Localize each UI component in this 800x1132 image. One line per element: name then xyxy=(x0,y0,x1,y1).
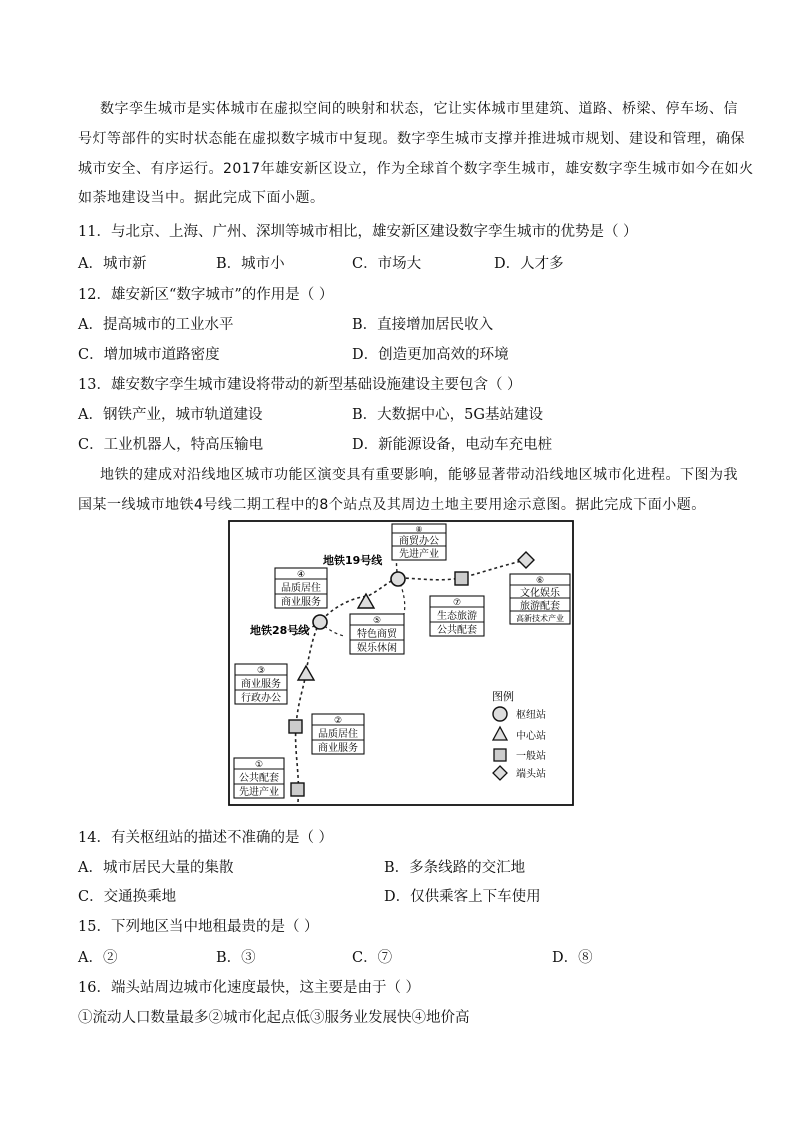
area-use: 品质居住 xyxy=(281,583,321,594)
question-15-stem: 15．下列地区当中地租最贵的是（ ） xyxy=(78,919,319,935)
question-12-option-d[interactable]: D．创造更加高效的环境 xyxy=(352,347,509,363)
area-box-8 xyxy=(392,524,446,560)
question-11-stem: 11．与北京、上海、广州、深圳等城市相比，雄安新区建设数字孪生城市的优势是（ ） xyxy=(78,224,638,240)
area-box-5 xyxy=(350,614,404,654)
question-11-option-a[interactable]: A．城市新 xyxy=(78,256,147,272)
question-12-option-c[interactable]: C．增加城市道路密度 xyxy=(78,347,220,363)
question-11-option-d[interactable]: D．人才多 xyxy=(494,256,564,272)
area-use: 商业服务 xyxy=(241,679,281,690)
passage1-line-4: 如荼地建设当中。据此完成下面小题。 xyxy=(78,190,325,206)
question-12-stem: 12．雄安新区“数字城市”的作用是（ ） xyxy=(78,287,334,303)
question-13-option-d[interactable]: D．新能源设备，电动车充电桩 xyxy=(352,437,553,453)
passage2-line-1: 地铁的建成对沿线地区城市功能区演变具有重要影响，能够显著带动沿线地区城市化进程。下图为我 xyxy=(100,467,738,483)
hub-station-north xyxy=(391,572,405,586)
legend-label: 端头站 xyxy=(516,769,546,780)
question-12-option-a[interactable]: A．提高城市的工业水平 xyxy=(78,317,234,333)
area-use: 高新技术产业 xyxy=(516,614,564,623)
question-14-option-a[interactable]: A．城市居民大量的集散 xyxy=(78,860,234,876)
area-use: 行政办公 xyxy=(241,693,281,704)
question-15-option-d[interactable]: D．⑧ xyxy=(552,950,593,966)
question-16-choices: ①流动人口数量最多②城市化起点低③服务业发展快④地价高 xyxy=(78,1010,470,1026)
question-16-stem: 16．端头站周边城市化速度最快，这主要是由于（ ） xyxy=(78,980,421,996)
question-13-option-a[interactable]: A．钢铁产业，城市轨道建设 xyxy=(78,407,263,423)
area-num: ① xyxy=(254,760,264,770)
question-12-option-b[interactable]: B．直接增加居民收入 xyxy=(352,317,494,333)
area-box-3 xyxy=(235,664,287,704)
legend-label: 中心站 xyxy=(516,731,546,742)
area-num: ③ xyxy=(256,666,266,676)
legend-title: 图例 xyxy=(492,690,514,703)
question-13-option-c[interactable]: C．工业机器人，特高压输电 xyxy=(78,437,264,453)
legend-label: 一般站 xyxy=(516,751,546,762)
area-use: 先进产业 xyxy=(239,787,279,798)
general-station-south xyxy=(291,783,304,796)
hub-station-west xyxy=(313,615,327,629)
area-use: 品质居住 xyxy=(318,729,358,740)
passage2-line-2: 国某一线城市地铁4号线二期工程中的8个站点及其周边土地主要用途示意图。据此完成下面小题。 xyxy=(78,497,706,513)
question-13-stem: 13．雄安数字孪生城市建设将带动的新型基础设施建设主要包含（ ） xyxy=(78,377,522,393)
question-14-stem: 14．有关枢纽站的描述不准确的是（ ） xyxy=(78,830,334,846)
passage1-line-2: 号灯等部件的实时状态能在虚拟数字城市中复现。数字孪生城市支撑并推进城市规划、建设和管理，确保 xyxy=(78,131,745,147)
passage1-line-3: 城市安全、有序运行。2017年雄安新区设立，作为全球首个数字孪生城市，雄安数字孪生城市如今在如火 xyxy=(78,161,754,177)
area-box-7 xyxy=(430,596,484,636)
area-num: ⑧ xyxy=(415,525,423,534)
metro-map-figure xyxy=(228,520,574,806)
area-num: ⑤ xyxy=(372,616,382,626)
area-use: 生态旅游 xyxy=(437,611,477,622)
area-use: 商贸办公 xyxy=(399,536,439,547)
area-use: 商业服务 xyxy=(318,743,358,754)
question-11-option-b[interactable]: B．城市小 xyxy=(216,256,285,272)
question-13-option-b[interactable]: B．大数据中心，5G基站建设 xyxy=(352,407,543,423)
question-14-option-c[interactable]: C．交通换乘地 xyxy=(78,889,177,905)
question-14-option-b[interactable]: B．多条线路的交汇地 xyxy=(384,860,526,876)
area-use: 娱乐休闲 xyxy=(357,643,397,654)
area-use: 旅游配套 xyxy=(520,601,560,612)
area-num: ⑦ xyxy=(452,598,462,608)
line28-label: 地铁28号线 xyxy=(250,624,310,637)
legend-circle-icon xyxy=(493,707,507,721)
legend-square-icon xyxy=(494,749,506,761)
area-box-4 xyxy=(275,568,327,608)
area-use: 公共配套 xyxy=(437,625,477,636)
legend-label: 枢纽站 xyxy=(516,710,546,721)
area-use: 特色商贸 xyxy=(357,629,397,640)
question-14-option-d[interactable]: D．仅供乘客上下车使用 xyxy=(384,889,541,905)
line19-label: 地铁19号线 xyxy=(323,554,383,567)
general-station-east xyxy=(455,572,468,585)
area-use: 商业服务 xyxy=(281,597,321,608)
area-box-1 xyxy=(234,758,284,798)
area-use: 文化娱乐 xyxy=(520,588,560,599)
area-use: 公共配套 xyxy=(239,773,279,784)
question-11-option-c[interactable]: C．市场大 xyxy=(352,256,422,272)
area-use: 先进产业 xyxy=(399,549,439,560)
passage1-line-1: 数字孪生城市是实体城市在虚拟空间的映射和状态，它让实体城市里建筑、道路、桥梁、停车场、信 xyxy=(100,101,738,117)
area-num: ② xyxy=(333,716,343,726)
question-15-option-a[interactable]: A．② xyxy=(78,950,118,966)
area-num: ⑥ xyxy=(535,576,545,586)
area-box-2 xyxy=(312,714,364,754)
question-15-option-c[interactable]: C．⑦ xyxy=(352,950,393,966)
question-15-option-b[interactable]: B．③ xyxy=(216,950,256,966)
area-num: ④ xyxy=(296,570,306,580)
area-box-6 xyxy=(510,574,570,624)
general-station-mid xyxy=(289,720,302,733)
